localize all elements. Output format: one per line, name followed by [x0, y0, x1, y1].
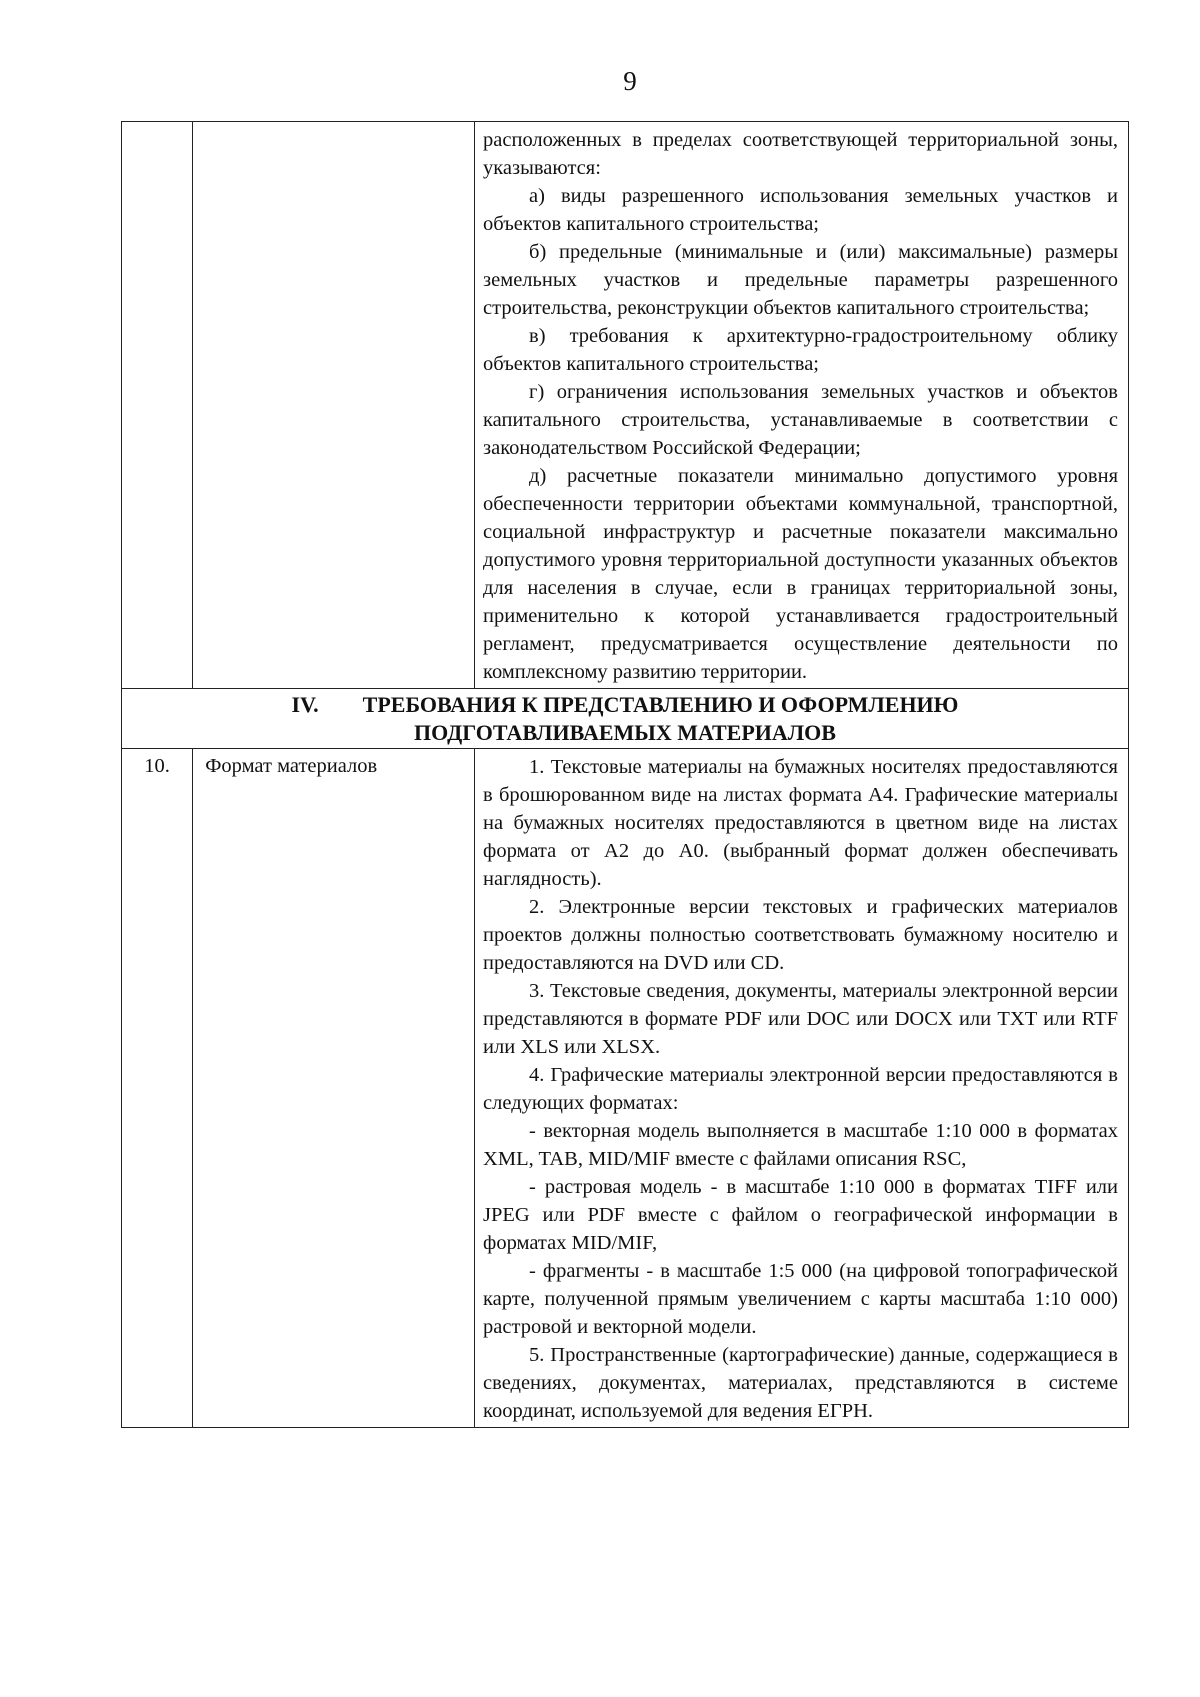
paragraph: - фрагменты - в масштабе 1:5 000 (на цифровой топографической карте, полученной прямым увеличением с карты масштаба 1:10 000) растровой и векторной модели. — [483, 1260, 1118, 1338]
paragraph: 5. Пространственные (картографические) данные, содержащиеся в сведениях, документах, материалах, представляются в системе координат, используемой для ведения ЕГРН. — [483, 1344, 1118, 1422]
paragraph: - векторная модель выполняется в масштабе 1:10 000 в форматах XML, TAB, MID/MIF вместе с файлами описания RSC, — [483, 1120, 1118, 1170]
page-number: 9 — [623, 66, 637, 96]
section-title-line1: ТРЕБОВАНИЯ К ПРЕДСТАВЛЕНИЮ И ОФОРМЛЕНИЮ — [362, 692, 959, 717]
content-cell — [475, 749, 1129, 1428]
paragraph: - растровая модель - в масштабе 1:10 000 в форматах TIFF или JPEG или PDF вместе с файлом о географической информации в форматах MID/MIF, — [483, 1176, 1118, 1254]
paragraph: 3. Текстовые сведения, документы, материалы электронной версии представляются в формате PDF или DOC или DOCX или TXT или RTF или XLS или XLSX. — [483, 980, 1118, 1058]
paragraph: в) требования к архитектурно-градостроительному облику объектов капитального строительства; — [483, 325, 1118, 375]
table-row-10 — [122, 749, 1129, 1428]
content-cell — [475, 122, 1129, 689]
paragraph: 1. Текстовые материалы на бумажных носителях предоставляются в брошюрованном виде на листах формата А4. Графические материалы на бумажных носителях предоставляются в цветном виде на листах формата от А2 до А0. (выбранный формат должен обеспечивать наглядность). — [483, 756, 1118, 890]
section-title-line2: ПОДГОТАВЛИВАЕМЫХ МАТЕРИАЛОВ — [414, 720, 836, 745]
criterion-cell — [193, 122, 475, 689]
criterion-cell — [193, 749, 475, 1428]
section-number: IV. — [291, 692, 319, 717]
section-header-row — [122, 689, 1129, 749]
criterion-label: Формат материалов — [205, 755, 378, 777]
paragraph: 2. Электронные версии текстовых и графических материалов проектов должны полностью соответствовать бумажному носителю и предоставляются на DVD или CD. — [483, 896, 1118, 974]
paragraph: б) предельные (минимальные и (или) максимальные) размеры земельных участков и предельные параметры разрешенного строительства, реконструкции объектов капитального строительства; — [483, 241, 1118, 319]
number-cell — [122, 749, 193, 1428]
table-row-continuation — [122, 122, 1129, 689]
section-header — [122, 689, 1129, 749]
paragraph: а) виды разрешенного использования земельных участков и объектов капитального строительства; — [483, 185, 1118, 235]
row-number: 10. — [144, 755, 170, 777]
paragraph: расположенных в пределах соответствующей территориальной зоны, указываются: — [483, 129, 1118, 179]
number-cell — [122, 122, 193, 689]
paragraph: д) расчетные показатели минимально допустимого уровня обеспеченности территории объектами коммунальной, транспортной, социальной инфраструктур и расчетные показатели максимально допустимого уровня территориальной доступности указанных объектов для населения в случае, если в границах территориальной зоны, применительно к которой устанавливается градостроительный регламент, предусматривается осуществление деятельности по комплексному развитию территории. — [483, 465, 1118, 683]
paragraph: г) ограничения использования земельных участков и объектов капитального строительства, устанавливаемые в соответствии с законодательством Российской Федерации; — [483, 381, 1118, 459]
paragraph: 4. Графические материалы электронной версии предоставляются в следующих форматах: — [483, 1064, 1118, 1114]
requirements-table — [121, 121, 1129, 1428]
